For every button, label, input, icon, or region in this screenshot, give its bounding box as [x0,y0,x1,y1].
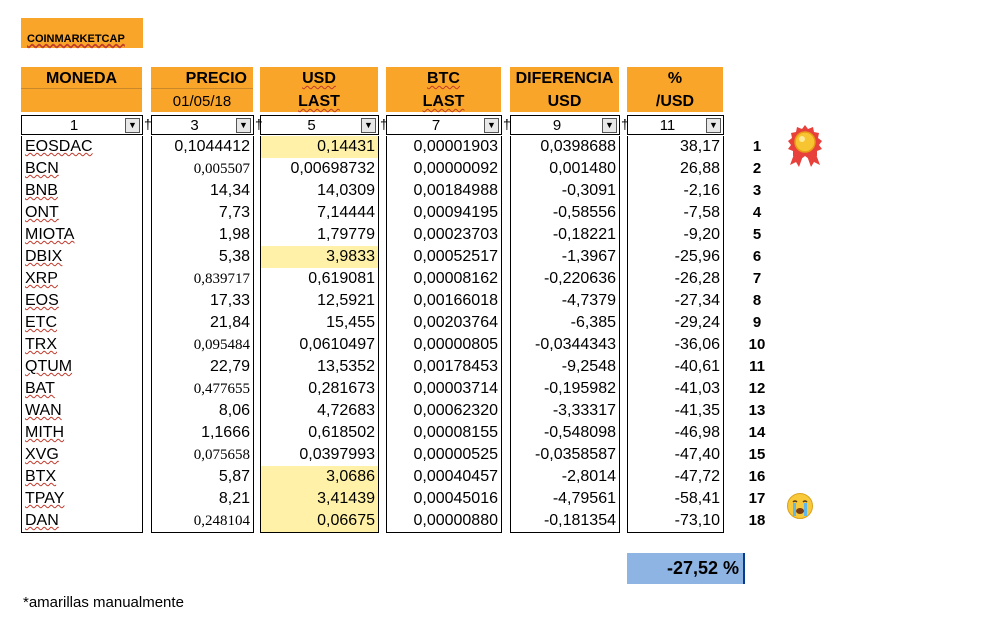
rank-number: 11 [749,358,765,375]
cell-moneda [22,466,142,488]
cell-dif [511,246,619,268]
cell-dif-value: -0,195982 [543,380,616,397]
cell-precio-value: 22,79 [209,358,250,375]
column-precio [151,136,254,533]
cell-usd [261,510,378,532]
cell-precio-value: 0,248104 [193,513,250,529]
cell-dif-value: -9,2548 [561,358,616,375]
cell-precio [152,268,253,290]
chevron-down-icon: ▼ [605,120,614,130]
cell-pct [628,510,723,532]
rank-number: 12 [748,380,766,397]
cell-pct-value: -47,72 [674,468,720,485]
cell-usd-value: 4,72683 [317,402,375,419]
cell-btc [387,488,501,510]
cell-usd [261,444,378,466]
cell-moneda-value: XVG [25,446,59,463]
cell-usd [261,334,378,356]
cell-moneda [22,180,142,202]
cell-usd [261,488,378,510]
cell-dif [511,158,619,180]
cell-pct [628,334,723,356]
chevron-down-icon: ▼ [128,120,137,130]
column-pct [627,136,724,533]
cell-btc [387,224,501,246]
cell-moneda-value: BCN [25,160,59,177]
cell-pct-value: -26,28 [674,270,720,287]
cell-pct-value: -46,98 [674,424,720,441]
cell-moneda [22,400,142,422]
cell-usd [261,356,378,378]
cell-moneda [22,224,142,246]
cell-btc [387,334,501,356]
cell-usd [261,400,378,422]
cell-dif [511,444,619,466]
cell-moneda [22,246,142,268]
cell-dif-value: -0,181354 [543,512,616,529]
cell-moneda-value: TPAY [25,490,65,507]
filter-dropdown-button[interactable] [361,118,376,133]
cell-precio [152,422,253,444]
cell-dif-value: -0,3091 [561,182,616,199]
cell-usd-value: 3,41439 [317,490,375,507]
cell-btc [387,246,501,268]
header-pct: % /USD [627,67,723,112]
cell-moneda [22,202,142,224]
cell-btc-value: 0,00000805 [413,336,498,353]
header-diferencia: DIFERENCIA USD [510,67,619,112]
cell-moneda-value: DAN [25,512,59,529]
cell-precio-value: 8,06 [218,402,250,419]
cell-pct-value: -73,10 [674,512,720,529]
cell-usd [261,136,378,158]
rank-number: 18 [748,512,766,529]
rank-number: 14 [748,424,766,441]
cell-pct-value: -29,24 [674,314,720,331]
cell-usd [261,312,378,334]
rank-number: 10 [748,336,766,353]
cell-pct-value: 38,17 [679,138,720,155]
cell-dif [511,400,619,422]
filter-separator-icon: † [255,116,263,132]
cell-dif [511,510,619,532]
cell-pct [628,444,723,466]
cell-btc-value: 0,00062320 [413,402,498,419]
filter-dropdown-button[interactable] [706,118,721,133]
cell-precio-value: 0,075658 [193,447,250,463]
cell-pct-value: -25,96 [674,248,720,265]
cell-pct [628,400,723,422]
cell-usd-value: 0,14431 [317,138,375,155]
cell-precio-value: 7,73 [218,204,250,221]
cell-usd [261,466,378,488]
cell-btc-value: 0,00178453 [413,358,498,375]
filter-cell-4 [386,115,502,135]
cell-pct-value: 26,88 [679,160,720,177]
cell-usd [261,158,378,180]
cell-pct [628,268,723,290]
cell-dif-value: 0,001480 [549,160,616,177]
cell-pct-value: -7,58 [683,204,720,221]
cell-precio [152,136,253,158]
filter-column-index: 9 [552,117,562,134]
cell-moneda-value: BNB [25,182,58,199]
cell-usd [261,180,378,202]
header-usd-last: USD LAST [260,67,378,112]
cell-pct-value: -41,03 [674,380,720,397]
cell-usd-value: 0,281673 [308,380,375,397]
cell-dif-value: -6,385 [570,314,616,331]
cell-moneda [22,290,142,312]
cell-usd-value: 1,79779 [317,226,375,243]
cell-btc-value: 0,00001903 [413,138,498,155]
cell-usd-value: 12,5921 [317,292,375,309]
cell-precio [152,510,253,532]
cell-precio-value: 0,005507 [193,161,250,177]
cell-dif-value: -0,0358587 [535,446,616,463]
cell-btc-value: 0,00000880 [413,512,498,529]
cell-dif-value: -4,7379 [561,292,616,309]
cell-pct-value: -47,40 [674,446,720,463]
cell-usd [261,202,378,224]
cell-pct [628,312,723,334]
cell-moneda-value: MIOTA [25,226,75,243]
rank-number: 1 [752,138,762,155]
cell-btc-value: 0,00166018 [413,292,498,309]
rank-number: 15 [748,446,766,463]
cell-dif [511,202,619,224]
rank-number: 5 [752,226,762,243]
filter-cell-1 [21,115,143,135]
rank-number: 3 [752,182,762,199]
chevron-down-icon: ▼ [487,120,496,130]
cell-moneda [22,488,142,510]
cell-pct [628,488,723,510]
cell-btc-value: 0,00094195 [413,204,498,221]
cell-moneda-value: WAN [25,402,62,419]
cell-dif-value: -0,220636 [543,270,616,287]
cell-precio-value: 0,1044412 [174,138,250,155]
cell-pct [628,466,723,488]
cell-usd-value: 0,619081 [308,270,375,287]
cell-btc-value: 0,00023703 [413,226,498,243]
cell-pct [628,422,723,444]
cell-precio-value: 8,21 [218,490,250,507]
cell-dif [511,268,619,290]
cell-btc [387,466,501,488]
cell-precio-value: 5,38 [218,248,250,265]
chevron-down-icon: ▼ [364,120,373,130]
cell-moneda-value: MITH [25,424,65,441]
filter-separator-icon: † [503,116,511,132]
cell-usd-value: 7,14444 [317,204,375,221]
cell-pct [628,180,723,202]
cell-moneda-value: TRX [25,336,57,353]
cell-precio-value: 1,1666 [201,424,250,441]
cell-btc-value: 0,00003714 [413,380,498,397]
cell-precio [152,224,253,246]
cell-btc-value: 0,00045016 [413,490,498,507]
cell-precio [152,444,253,466]
cell-usd-value: 0,00698732 [290,160,375,177]
cell-precio-value: 17,33 [209,292,250,309]
cell-dif [511,290,619,312]
cell-pct [628,378,723,400]
filter-separator-icon: † [621,116,629,132]
header-moneda: MONEDA [21,67,142,112]
cell-precio-value: 0,477655 [193,381,250,397]
filter-column-index: 7 [431,117,441,134]
cell-precio-value: 5,87 [218,468,250,485]
cell-moneda [22,312,142,334]
cell-precio-value: 14,34 [209,182,250,199]
cell-precio [152,400,253,422]
cell-usd-value: 15,455 [326,314,375,331]
cell-precio [152,290,253,312]
cell-usd-value: 0,0610497 [299,336,375,353]
column-diferencia [510,136,620,533]
cell-usd [261,290,378,312]
total-percentage: -27,52 % [627,553,745,584]
footnote: *amarillas manualmente [23,594,184,611]
rank-number: 9 [752,314,762,331]
filter-dropdown-button[interactable] [484,118,499,133]
cell-moneda-value: ETC [25,314,57,331]
cell-btc [387,356,501,378]
cell-moneda [22,268,142,290]
column-btc-last [386,136,502,533]
cell-moneda-value: QTUM [25,358,73,375]
cell-dif [511,334,619,356]
cell-btc-value: 0,00008162 [413,270,498,287]
crying-face-icon [786,492,814,520]
cell-pct-value: -40,61 [674,358,720,375]
cell-btc [387,136,501,158]
cell-pct [628,136,723,158]
cell-dif-value: -3,33317 [552,402,616,419]
cell-moneda [22,356,142,378]
cell-moneda-value: EOSDAC [25,138,93,155]
cell-moneda-value: BTX [25,468,57,485]
cell-moneda [22,136,142,158]
cell-pct-value: -41,35 [674,402,720,419]
cell-btc [387,444,501,466]
filter-column-index: 11 [659,117,676,134]
cell-moneda [22,158,142,180]
cell-precio [152,158,253,180]
cell-usd-value: 3,0686 [326,468,375,485]
cell-dif [511,224,619,246]
cell-usd [261,224,378,246]
cell-btc [387,422,501,444]
filter-cell-2 [151,115,254,135]
rank-number: 13 [748,402,766,419]
cell-moneda [22,334,142,356]
cell-btc [387,400,501,422]
cell-dif [511,312,619,334]
cell-precio [152,180,253,202]
cell-moneda [22,510,142,532]
cell-moneda [22,444,142,466]
cell-usd [261,378,378,400]
cell-usd-value: 0,0397993 [299,446,375,463]
rank-number: 4 [752,204,762,221]
cell-dif-value: -1,3967 [561,248,616,265]
cell-btc-value: 0,00040457 [413,468,498,485]
cell-precio [152,356,253,378]
cell-pct [628,246,723,268]
cell-dif-value: -0,0344343 [535,336,616,353]
cell-dif [511,356,619,378]
cell-btc-value: 0,00052517 [413,248,498,265]
cell-dif [511,180,619,202]
cell-dif [511,378,619,400]
cell-usd-value: 0,618502 [308,424,375,441]
rank-number: 7 [752,270,762,287]
cell-btc-value: 0,00000092 [413,160,498,177]
cell-moneda [22,422,142,444]
cell-precio-value: 0,839717 [193,271,250,287]
cell-btc [387,180,501,202]
cell-dif [511,136,619,158]
cell-pct [628,224,723,246]
cell-pct [628,158,723,180]
cell-moneda-value: EOS [25,292,59,309]
cell-precio-value: 0,095484 [193,337,250,353]
cell-usd-value: 3,9833 [326,248,375,265]
filter-column-index: 3 [190,117,199,134]
cell-usd [261,422,378,444]
cell-pct [628,356,723,378]
cell-precio [152,466,253,488]
cell-pct-value: -2,16 [683,182,720,199]
cell-moneda-value: BAT [25,380,55,397]
cell-moneda-value: ONT [25,204,59,221]
rank-number: 2 [752,160,762,177]
cell-btc [387,312,501,334]
cell-moneda [22,378,142,400]
cell-dif-value: -0,548098 [543,424,616,441]
cell-moneda-value: DBIX [25,248,63,265]
rank-number: 8 [752,292,762,309]
cell-dif [511,422,619,444]
filter-cell-5 [510,115,620,135]
rank-number: 6 [752,248,762,265]
rank-number: 17 [748,490,766,507]
cell-btc [387,290,501,312]
cell-btc-value: 0,00203764 [413,314,498,331]
chevron-down-icon: ▼ [709,120,718,130]
column-moneda [21,136,143,533]
cell-precio [152,202,253,224]
filter-dropdown-button[interactable] [236,118,251,133]
cell-precio-value: 1,98 [218,226,250,243]
cell-usd-value: 13,5352 [317,358,375,375]
cell-dif-value: -2,8014 [561,468,616,485]
cell-pct-value: -27,34 [674,292,720,309]
cell-usd-value: 14,0309 [317,182,375,199]
rank-number: 16 [748,468,766,485]
cell-usd-value: 0,06675 [317,512,375,529]
filter-column-index: 1 [69,117,79,134]
cell-usd [261,246,378,268]
cell-dif [511,466,619,488]
cell-pct [628,202,723,224]
header-precio: PRECIO 01/05/18 [151,67,253,112]
cell-dif [511,488,619,510]
cell-precio [152,312,253,334]
chevron-down-icon: ▼ [239,120,248,130]
cell-pct [628,290,723,312]
cell-pct-value: -58,41 [674,490,720,507]
filter-cell-3 [260,115,379,135]
cell-dif-value: -0,58556 [552,204,616,221]
filter-dropdown-button[interactable] [602,118,617,133]
cell-dif-value: 0,0398688 [540,138,616,155]
cell-btc [387,510,501,532]
filter-cell-6 [627,115,724,135]
cell-precio-value: 21,84 [209,314,250,331]
medal-icon [785,123,825,167]
cell-precio [152,378,253,400]
cell-precio [152,334,253,356]
cell-pct-value: -9,20 [683,226,720,243]
filter-separator-icon: † [380,116,388,132]
cell-pct-value: -36,06 [674,336,720,353]
filter-separator-icon: † [144,116,152,132]
cell-moneda-value: XRP [25,270,58,287]
cell-btc-value: 0,00008155 [413,424,498,441]
cell-dif-value: -0,18221 [552,226,616,243]
cell-precio [152,246,253,268]
cell-btc [387,268,501,290]
cell-btc-value: 0,00000525 [413,446,498,463]
cell-btc [387,202,501,224]
cell-btc-value: 0,00184988 [413,182,498,199]
column-usd-last [260,136,379,533]
cell-btc [387,378,501,400]
cell-usd [261,268,378,290]
cell-precio [152,488,253,510]
cell-btc [387,158,501,180]
filter-dropdown-button[interactable] [125,118,140,133]
cell-dif-value: -4,79561 [552,490,616,507]
header-btc-last: BTC LAST [386,67,501,112]
brand-label: COINMARKETCAP [21,18,143,48]
filter-column-index: 5 [307,117,316,134]
